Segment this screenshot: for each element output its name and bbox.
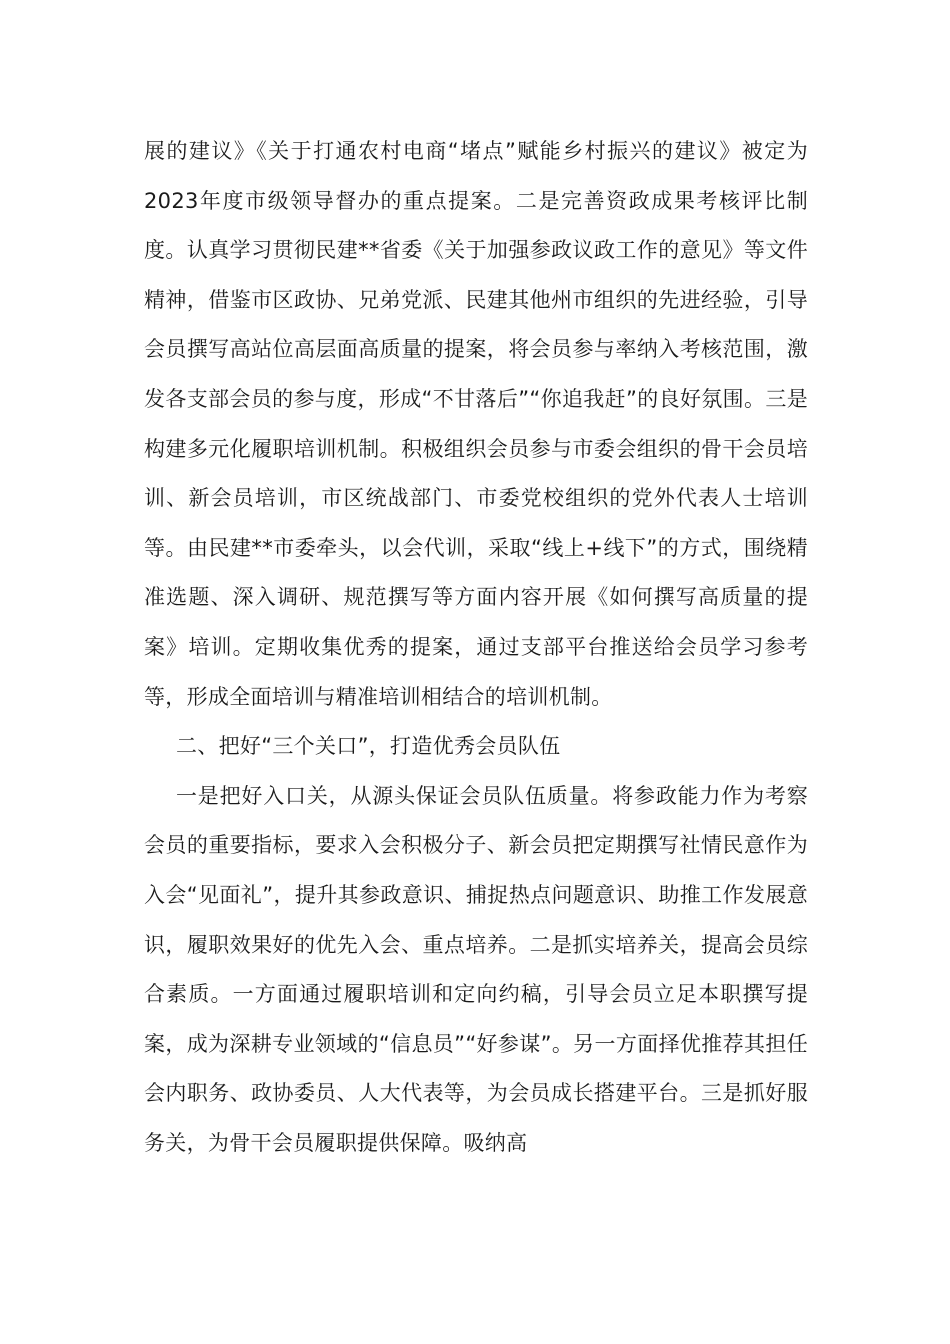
section-heading: 二、把好“三个关口”，打造优秀会员队伍: [176, 734, 561, 759]
paragraph-continuation: 展的建议》《关于打通农村电商“堵点”赋能乡村振兴的建议》被定为2023年度市级领导督办的重点提案。二是完善资政成果考核评比制度。认真学习贯彻民建**省委《关于加强参政议政工作的意见》等文件精神，借鉴市区政协、兄弟党派、民建其他州市组织的先进经验，引导会员撰写高站位高层面高质量的提案，将会员参与率纳入考核范围，激发各支部会员的参与度，形成“不甘落后”“你追我赶”的良好氛围。三是构建多元化履职培训机制。积极组织会员参与市委会组织的骨干会员培训、新会员培训，市区统战部门、市委党校组织的党外代表人士培训等。由民建**市委牵头，以会代训，采取“线上+线下”的方式，围绕精准选题、深入调研、规范撰写等方面内容开展《如何撰写高质量的提案》培训。定期收集优秀的提案，通过支部平台推送给会员学习参考等，形成全面培训与精准培训相结合的培训机制。: [144, 139, 808, 709]
paragraph-body: 一是把好入口关，从源头保证会员队伍质量。将参政能力作为考察会员的重要指标，要求入会积极分子、新会员把定期撰写社情民意作为入会“见面礼”，提升其参政意识、捕捉热点问题意识、助推工作发展意识，履职效果好的优先入会、重点培养。二是抓实培养关，提高会员综合素质。一方面通过履职培训和定向约稿，引导会员立足本职撰写提案，成为深耕专业领域的“信息员”“好参谋”。另一方面择优推荐其担任会内职务、政协委员、人大代表等，为会员成长搭建平台。三是抓好服务关，为骨干会员履职提供保障。吸纳高: [144, 783, 808, 1155]
document-body: [144, 127, 808, 1168]
